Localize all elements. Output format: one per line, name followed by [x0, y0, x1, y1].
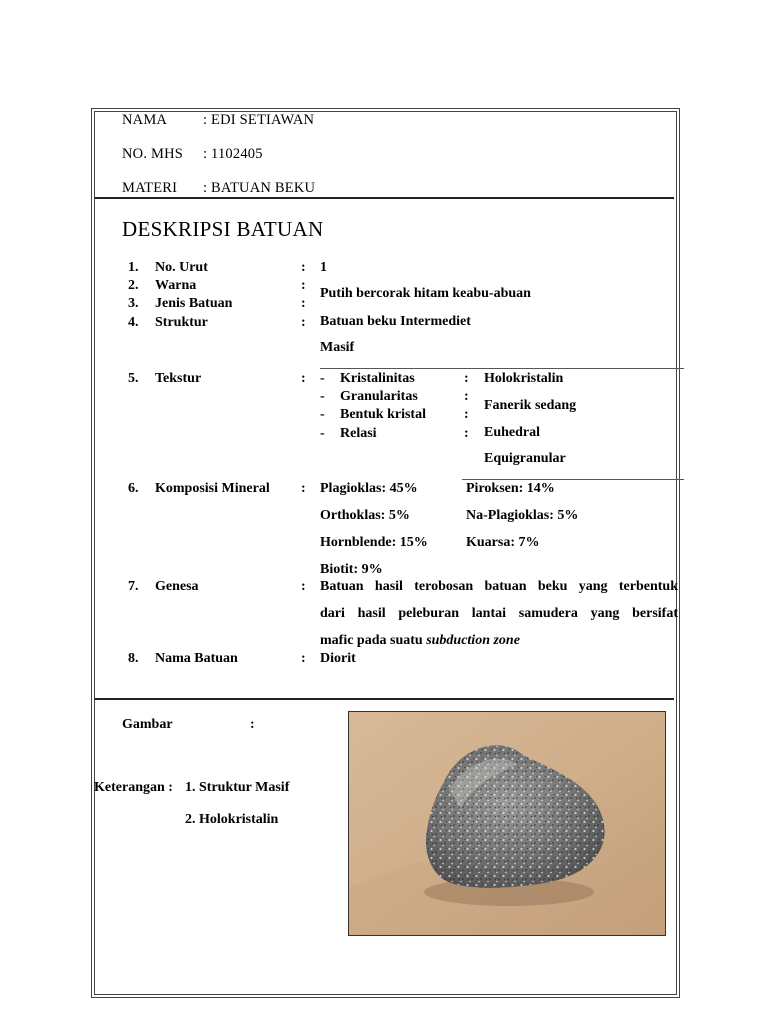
- item-label-tekstur: Tekstur: [155, 371, 202, 386]
- item-label-nama-batuan: Nama Batuan: [155, 651, 238, 666]
- tekstur-dash: -: [320, 389, 325, 404]
- mineral-plagioklas: Plagioklas: 45%: [320, 481, 418, 496]
- nama-value: : EDI SETIAWAN: [203, 112, 315, 128]
- gambar-label: Gambar: [122, 717, 173, 732]
- genesa-line-2: dari hasil peleburan lantai samudera yang bersifat: [320, 606, 678, 621]
- tekstur-top-rule: [320, 368, 684, 369]
- tekstur-value-extra: Equigranular: [484, 451, 566, 466]
- mineral-biotit: Biotit: 9%: [320, 562, 383, 577]
- keterangan-item-2: 2. Holokristalin: [185, 812, 279, 827]
- tekstur-value-kristalinitas: Holokristalin: [484, 371, 564, 386]
- nomhs-label: NO. MHS: [122, 146, 184, 162]
- colon: :: [301, 579, 306, 594]
- item-label-genesa: Genesa: [155, 579, 199, 594]
- item-num: 7.: [128, 579, 139, 594]
- mineral-hornblende: Hornblende: 15%: [320, 535, 428, 550]
- item-num: 3.: [128, 296, 139, 311]
- materi-value: : BATUAN BEKU: [203, 180, 316, 196]
- item-label-jenis-batuan: Jenis Batuan: [155, 296, 233, 311]
- tekstur-label-bentuk-kristal: Bentuk kristal: [340, 407, 426, 422]
- mineral-kuarsa: Kuarsa: 7%: [466, 535, 540, 550]
- tekstur-value-relasi: Euhedral: [484, 425, 541, 440]
- genesa-line-3: [320, 633, 520, 649]
- colon: :: [301, 296, 306, 311]
- header-divider: [95, 197, 674, 199]
- tekstur-label-granularitas: Granularitas: [340, 389, 418, 404]
- colon: :: [464, 371, 469, 386]
- tekstur-value-granularitas: Fanerik sedang: [484, 398, 577, 413]
- tekstur-dash: -: [320, 407, 325, 422]
- item-label-struktur: Struktur: [155, 315, 208, 330]
- keterangan-label: Keterangan :: [94, 780, 173, 795]
- nama-label: NAMA: [122, 112, 168, 128]
- keterangan-item-1: 1. Struktur Masif: [185, 780, 290, 795]
- item-label-komposisi: Komposisi Mineral: [155, 481, 270, 496]
- value-warna: Putih bercorak hitam keabu-abuan: [320, 286, 531, 301]
- colon: :: [464, 407, 469, 422]
- item-num: 4.: [128, 315, 139, 330]
- item-num: 2.: [128, 278, 139, 293]
- value-struktur: Masif: [320, 340, 355, 355]
- mineral-piroksen: Piroksen: 14%: [466, 481, 555, 496]
- nomhs-value: : 1102405: [203, 146, 263, 162]
- colon: :: [301, 260, 306, 275]
- mineral-na-plagioklas: Na-Plagioklas: 5%: [466, 508, 579, 523]
- mineral-orthoklas: Orthoklas: 5%: [320, 508, 410, 523]
- rock-photo: [348, 711, 666, 936]
- section-divider: [95, 698, 674, 700]
- item-num: 6.: [128, 481, 139, 496]
- item-num: 8.: [128, 651, 139, 666]
- colon: :: [301, 278, 306, 293]
- value-no-urut: 1: [320, 260, 327, 275]
- tekstur-dash: -: [320, 371, 325, 386]
- genesa-line-3-text: mafic pada suatu: [320, 633, 427, 648]
- tekstur-bottom-rule: [462, 479, 684, 480]
- colon: :: [464, 389, 469, 404]
- page-title: DESKRIPSI BATUAN: [122, 217, 324, 241]
- genesa-line-1: Batuan hasil terobosan batuan beku yang terbentuk: [320, 579, 678, 594]
- rock-photo-image: [349, 712, 665, 935]
- tekstur-label-kristalinitas: Kristalinitas: [340, 371, 415, 386]
- value-jenis-batuan: Batuan beku Intermediet: [320, 314, 471, 329]
- genesa-term-subduction-zone: subduction zone: [426, 633, 520, 648]
- colon: :: [250, 717, 255, 732]
- colon: :: [301, 371, 306, 386]
- colon: :: [301, 651, 306, 666]
- colon: :: [464, 426, 469, 441]
- colon: :: [301, 315, 306, 330]
- colon: :: [301, 481, 306, 496]
- item-label-warna: Warna: [155, 278, 197, 293]
- tekstur-label-relasi: Relasi: [340, 426, 377, 441]
- item-label-no-urut: No. Urut: [155, 260, 208, 275]
- value-nama-batuan: Diorit: [320, 651, 356, 666]
- item-num: 1.: [128, 260, 139, 275]
- materi-label: MATERI: [122, 180, 178, 196]
- item-num: 5.: [128, 371, 139, 386]
- tekstur-dash: -: [320, 426, 325, 441]
